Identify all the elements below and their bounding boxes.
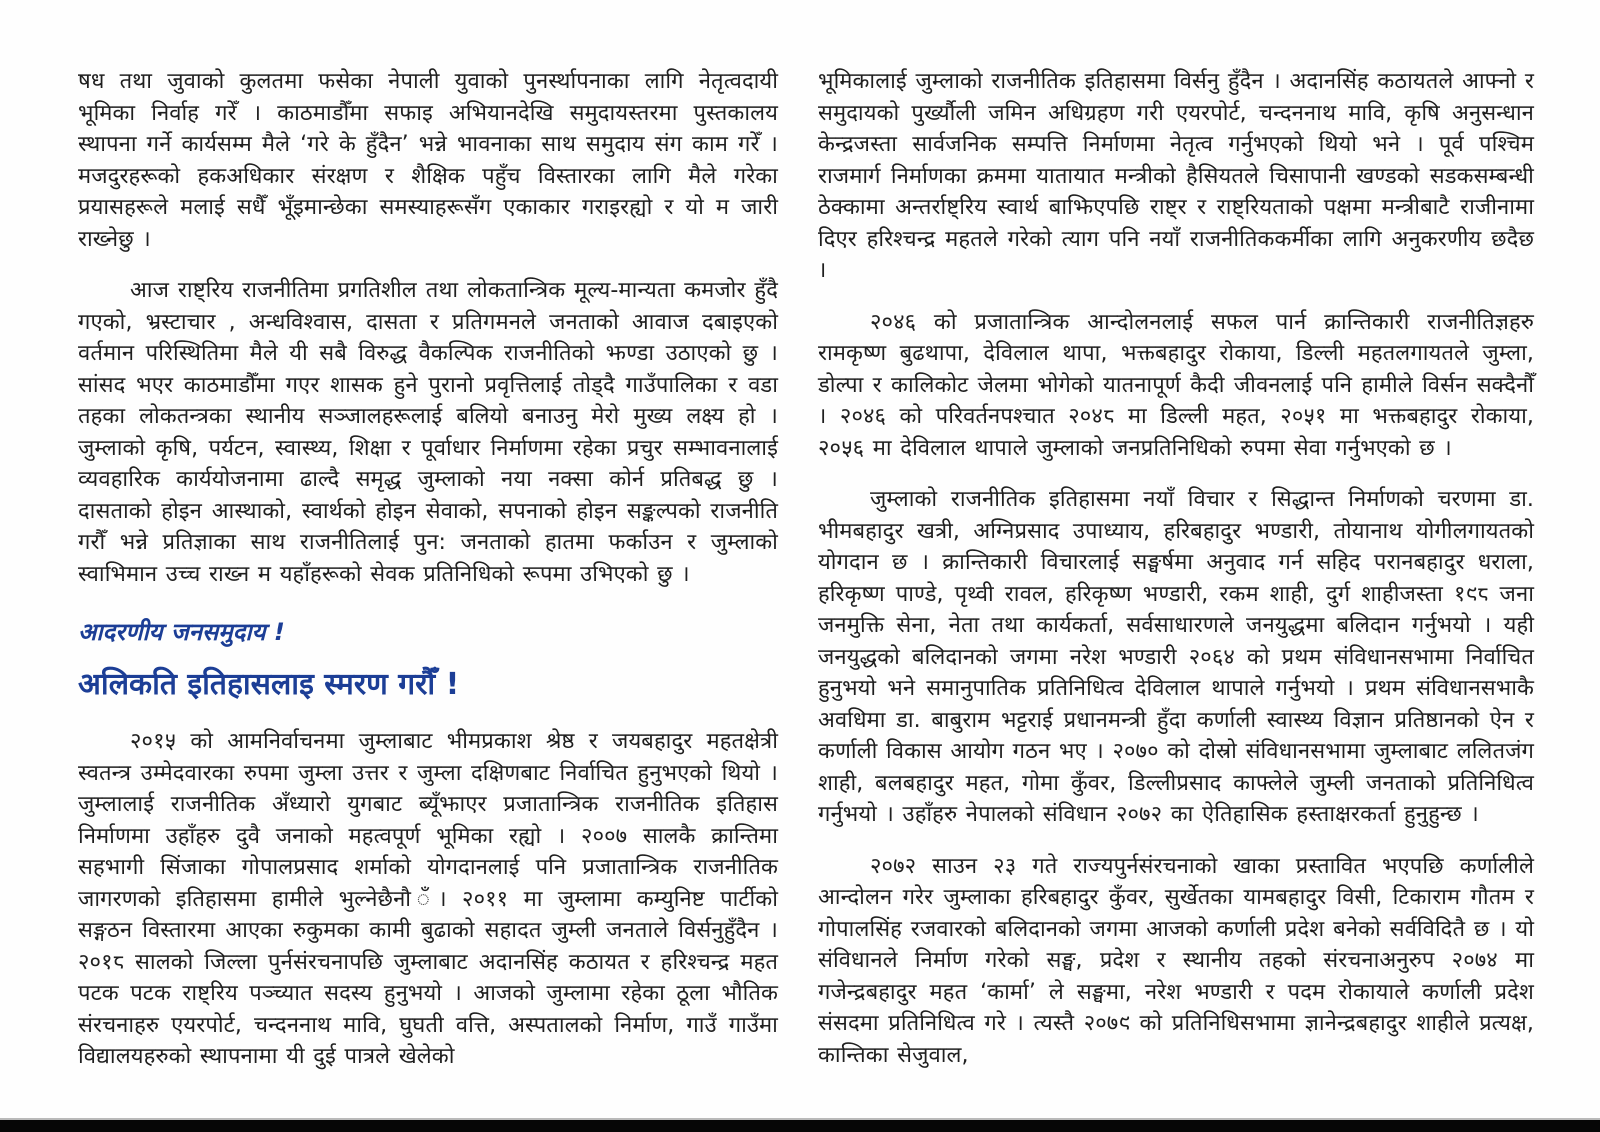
section-heading: अलिकति इतिहासलाइ स्मरण गरौँ ! [78,667,460,702]
left-paragraph-3: २०१५ को आमनिर्वाचनमा जुम्लाबाट भीमप्रकाश श्रेष्ठ र जयबहादुर महतक्षेत्री स्वतन्त्र उम्मेदवारका रुपमा जुम्ला उत्तर र जुम्ला दक्षिणबाट निर्वाचित हुनुभएको थियो । जुम्लालाई राजनीतिक अँध्यारो युगबाट ब्यूँझाएर प्रजातान्त्रिक राजनीतिक इतिहास निर्माणमा उहाँहरु दुवै जनाको महत्वपूर्ण भूमिका रह्यो । २००७ सालकै क्रान्तिमा सहभागी सिंजाका गोपालप्रसाद शर्माको योगदानलाई पनि प्रजातान्त्रिक राजनीतिक जागरणको इतिहासमा हामीले भुल्नेछैनौ ँ। २०११ मा जुम्लामा कम्युनिष्ट पार्टीको सङ्गठन विस्तारमा आएका रुकुमका कामी बुढाको सहादत जुम्ली जनताले विर्सनुहुँदैन । २०१८ सालको जिल्ला पुर्नसंरचनापछि जुम्लाबाट अदानसिंह कठायत र हरिश्चन्द्र महत पटक पटक राष्ट्रिय पञ्च्यात सदस्य हुनुभयो । आजको जुम्लामा रहेका ठूला भौतिक संरचनाहरु एयरपोर्ट, चन्दननाथ मावि, घुघती वत्ति, अस्पतालको निर्माण, गाउँ गाउँमा विद्यालयहरुको स्थापनामा यी दुई पात्रले खेलेको [78,729,778,1069]
left-paragraph-1: षध तथा जुवाको कुलतमा फसेका नेपाली युवाको पुनर्स्थापनाका लागि नेतृत्वदायी भूमिका निर्वाह गरेँ । काठमाडौँमा सफाइ अभियानदेखि समुदायस्तरमा पुस्तकालय स्थापना गर्ने कार्यसम्म मैले ‘गरे के हुँदैन’ भन्ने भावनाका साथ समुदाय संग काम गरेँ । मजदुरहरूको हकअधिकार संरक्षण र शैक्षिक पहुँच विस्तारका लागि मैले गरेका प्रयासहरूले मलाई सधैँ भूँइमान्छेका समस्याहरूसँग एकाकार गराइरह्यो र यो म जारी राख्नेछु । [78,69,778,252]
right-paragraph-2: २०४६ को प्रजातान्त्रिक आन्दोलनलाई सफल पार्न क्रान्तिकारी राजनीतिज्ञहरु रामकृष्ण बुढथापा, देविलाल थापा, भक्तबहादुर रोकाया, डिल्ली महतलगायतले जुम्ला, डोल्पा र कालिकोट जेलमा भोगेको यातनापूर्ण कैदी जीवनलाई पनि हामीले विर्सन सक्दैनौँ । २०४६ को परिवर्तनपश्चात २०४८ मा डिल्ली महत, २०५१ मा भक्तबहादुर रोकाया, २०५६ मा देविलाल थापाले जुम्लाको जनप्रतिनिधिको रुपमा सेवा गर्नुभएको छ । [818,309,1534,461]
right-paragraph-4: २०७२ साउन २३ गते राज्यपुर्नसंरचनाको खाका प्रस्तावित भएपछि कर्णालीले आन्दोलन गरेर जुम्लाका हरिबहादुर कुँवर, सुर्खेतका यामबहादुर विसी, टिकाराम गौतम र गोपालसिंह रजवारको बलिदानको जगमा आजको कर्णाली प्रदेश बनेको सर्वविदितै छ । यो संविधानले निर्माण गरेको सङ्घ, प्रदेश र स्थानीय तहको संरचनाअनुरुप २०७४ मा गजेन्द्रबहादुर महत ‘कार्मा’ ले सङ्घमा, नरेश भण्डारी र पदम रोकायाले कर्णाली प्रदेश संसदमा प्रतिनिधित्व गरे । त्यस्तै २०७९ को प्रतिनिधिसभामा ज्ञानेन्द्रबहादुर शाहीले प्रत्यक्ष, कान्तिका सेजुवाल, [818,853,1534,1068]
page-bottom-bar [0,1118,1600,1132]
right-paragraph-1: भूमिकालाई जुम्लाको राजनीतिक इतिहासमा विर्सनु हुँदैन । अदानसिंह कठायतले आफ्नो र समुदायको पुर्ख्यौली जमिन अधिग्रहण गरी एयरपोर्ट, चन्दननाथ मावि, कृषि अनुसन्धान केन्द्रजस्ता सार्वजनिक सम्पत्ति निर्माणमा नेतृत्व गर्नुभएको थियो भने । पूर्व पश्चिम राजमार्ग निर्माणका क्रममा यातायात मन्त्रीको हैसियतले चिसापानी खण्डको सडकसम्बन्धी ठेक्कामा अन्तर्राष्ट्रिय स्वार्थ बाझिएपछि राष्ट्र र राष्ट्रियताको पक्षमा मन्त्रीबाटै राजीनामा दिएर हरिश्चन्द्र महतले गरेको त्याग पनि नयाँ राजनीतिककर्मीका लागि अनुकरणीय छदैछ । [818,69,1534,283]
left-column [78,66,778,1093]
right-paragraph-3: जुम्लाको राजनीतिक इतिहासमा नयाँ विचार र सिद्धान्त निर्माणको चरणमा डा. भीमबहादुर खत्री, अग्निप्रसाद उपाध्याय, हरिबहादुर भण्डारी, तोयानाथ योगीलगायतको योगदान छ । क्रान्तिकारी विचारलाई सङ्घर्षमा अनुवाद गर्न सहिद परानबहादुर धराला, हरिकृष्ण पाण्डे, पृथ्वी रावल, हरिकृष्ण भण्डारी, रकम शाही, दुर्ग शाहीजस्ता १९८ जना जनमुक्ति सेना, नेता तथा कार्यकर्ता, सर्वसाधारणले जनयुद्धमा बलिदान गर्नुभयो । यही जनयुद्धको बलिदानको जगमा नरेश भण्डारी २०६४ को प्रथम संविधानसभामा निर्वाचित हुनुभयो भने समानुपातिक प्रतिनिधित्व देविलाल थापाले गर्नुभयो । प्रथम संविधानसभाकै अवधिमा डा. बाबुराम भट्टराई प्रधानमन्त्री हुँदा कर्णाली स्वास्थ्य विज्ञान प्रतिष्ठानको ऐन र कर्णाली विकास आयोग गठन भए । २०७० को दोस्रो संविधानसभामा जुम्लाबाट ललितजंग शाही, बलबहादुर महत, गोमा कुँवर, डिल्लीप्रसाद काफ्लेले जुम्ली जनताको प्रतिनिधित्व गर्नुभयो । उहाँहरु नेपालको संविधान २०७२ का ऐतिहासिक हस्ताक्षरकर्ता हुनुहुन्छ । [818,487,1534,827]
right-column [818,66,1534,1091]
left-paragraph-2: आज राष्ट्रिय राजनीतिमा प्रगतिशील तथा लोकतान्त्रिक मूल्य-मान्यता कमजोर हुँदै गएको, भ्रस्टाचार , अन्धविश्वास, दासता र प्रतिगमनले जनताको आवाज दबाइएको वर्तमान परिस्थितिमा मैले यी सबै विरुद्ध वैकल्पिक राजनीतिको झण्डा उठाएको छु । सांसद भएर काठमाडौँमा गएर शासक हुने पुरानो प्रवृत्तिलाई तोड्दै गाउँपालिका र वडा तहका लोकतन्त्रका स्थानीय सञ्जालहरूलाई बलियो बनाउनु मेरो मुख्य लक्ष्य हो । जुम्लाको कृषि, पर्यटन, स्वास्थ्य, शिक्षा र पूर्वाधार निर्माणमा रहेका प्रचुर सम्भावनालाई व्यवहारिक कार्ययोजनामा ढाल्दै समृद्ध जुम्लाको नया नक्सा कोर्न प्रतिबद्ध छु । दासताको होइन आस्थाको, स्वार्थको होइन सेवाको, सपनाको होइन सङ्कल्पको राजनीति गरौँ भन्ने प्रतिज्ञाका साथ राजनीतिलाई पुन: जनताको हातमा फर्काउन र जुम्लाको स्वाभिमान उच्च राख्न म यहाँहरूको सेवक प्रतिनिधिको रूपमा उभिएको छु । [78,278,778,587]
salutation-heading: आदरणीय जनसमुदाय ! [78,618,285,646]
